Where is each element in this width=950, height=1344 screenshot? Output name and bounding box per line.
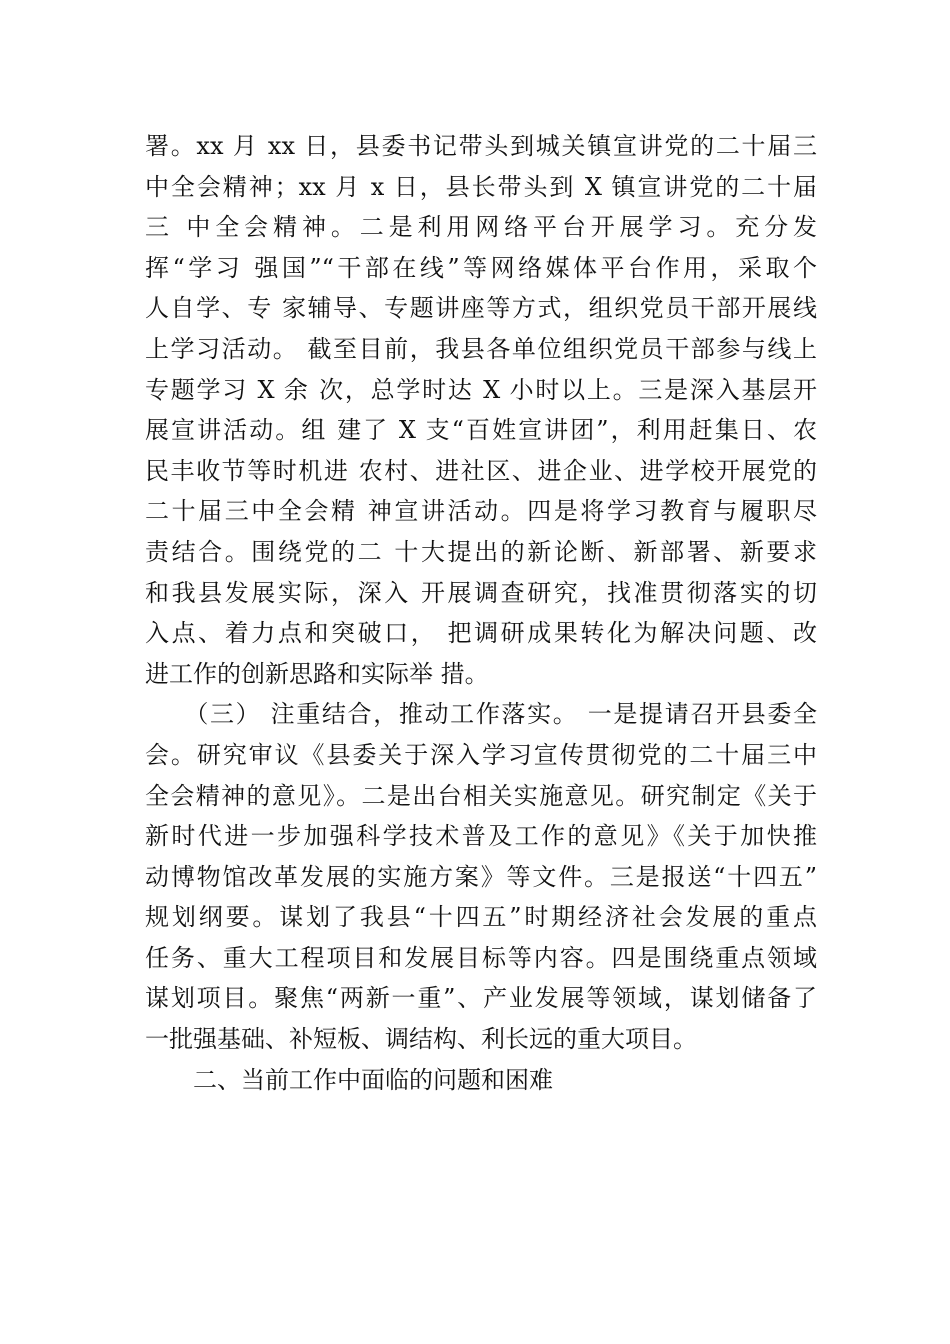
text-line: 谋划项目。聚焦“两新一重”、产业发展等领域，谋划储备了 [145, 984, 817, 1013]
text-line: 会。研究审议《县委关于深入学习宣传贯彻党的二十届三中 [145, 740, 817, 769]
text-line: 中全会精神；xx 月 x 日，县长带头到 X 镇宣讲党的二十届 [145, 172, 817, 201]
text-line: 挥“学习 强国”“干部在线”等网络媒体平台作用，采取个 [145, 253, 817, 282]
text-line: 三 中全会精神。二是利用网络平台开展学习。充分发 [145, 213, 817, 242]
text-line: 入点、着力点和突破口， 把调研成果转化为解决问题、改 [145, 619, 817, 648]
text-line: 责结合。围绕党的二 十大提出的新论断、新部署、新要求 [145, 537, 817, 566]
paragraph-section-three [145, 694, 817, 1059]
document-body [145, 126, 817, 1100]
text-line: 一批强基础、补短板、调结构、利长远的重大项目。 [145, 1025, 697, 1054]
paragraph-study-activities [145, 126, 817, 694]
text-line: 和我县发展实际，深入 开展调查研究，找准贯彻落实的切 [145, 578, 817, 607]
text-line: 民丰收节等时机进 农村、进社区、进企业、进学校开展党的 [145, 456, 817, 485]
text-line: 任务、重大工程项目和发展目标等内容。四是围绕重点领域 [145, 943, 817, 972]
text-line: 二十届三中全会精 神宣讲活动。四是将学习教育与履职尽 [145, 497, 817, 526]
section-heading-line: （三） 注重结合，推动工作落实。 一是提请召开县委全 [145, 700, 817, 729]
text-line: 全会精神的意见》。二是出台相关实施意见。研究制定《关于 [145, 781, 817, 810]
text-line: 进工作的创新思路和实际举 措。 [145, 659, 489, 688]
section-heading: 二、当前工作中面临的问题和困难 [145, 1065, 553, 1094]
text-line: 展宣讲活动。组 建了 X 支“百姓宣讲团”，利用赶集日、农 [145, 416, 817, 445]
text-line: 新时代进一步加强科学技术普及工作的意见》《关于加快推 [145, 822, 817, 851]
text-line: 署。xx 月 xx 日，县委书记带头到城关镇宣讲党的二十届三 [145, 132, 817, 160]
text-line: 人自学、专 家辅导、专题讲座等方式，组织党员干部开展线 [145, 294, 817, 323]
text-line: 动博物馆改革发展的实施方案》等文件。三是报送“十四五” [145, 862, 817, 891]
text-line: 上学习活动。 截至目前，我县各单位组织党员干部参与线上 [145, 334, 817, 363]
text-line: 规划纲要。谋划了我县“十四五”时期经济社会发展的重点 [145, 903, 817, 932]
text-line: 专题学习 X 余 次，总学时达 X 小时以上。三是深入基层开 [145, 375, 817, 404]
section-heading-problems [145, 1060, 817, 1101]
